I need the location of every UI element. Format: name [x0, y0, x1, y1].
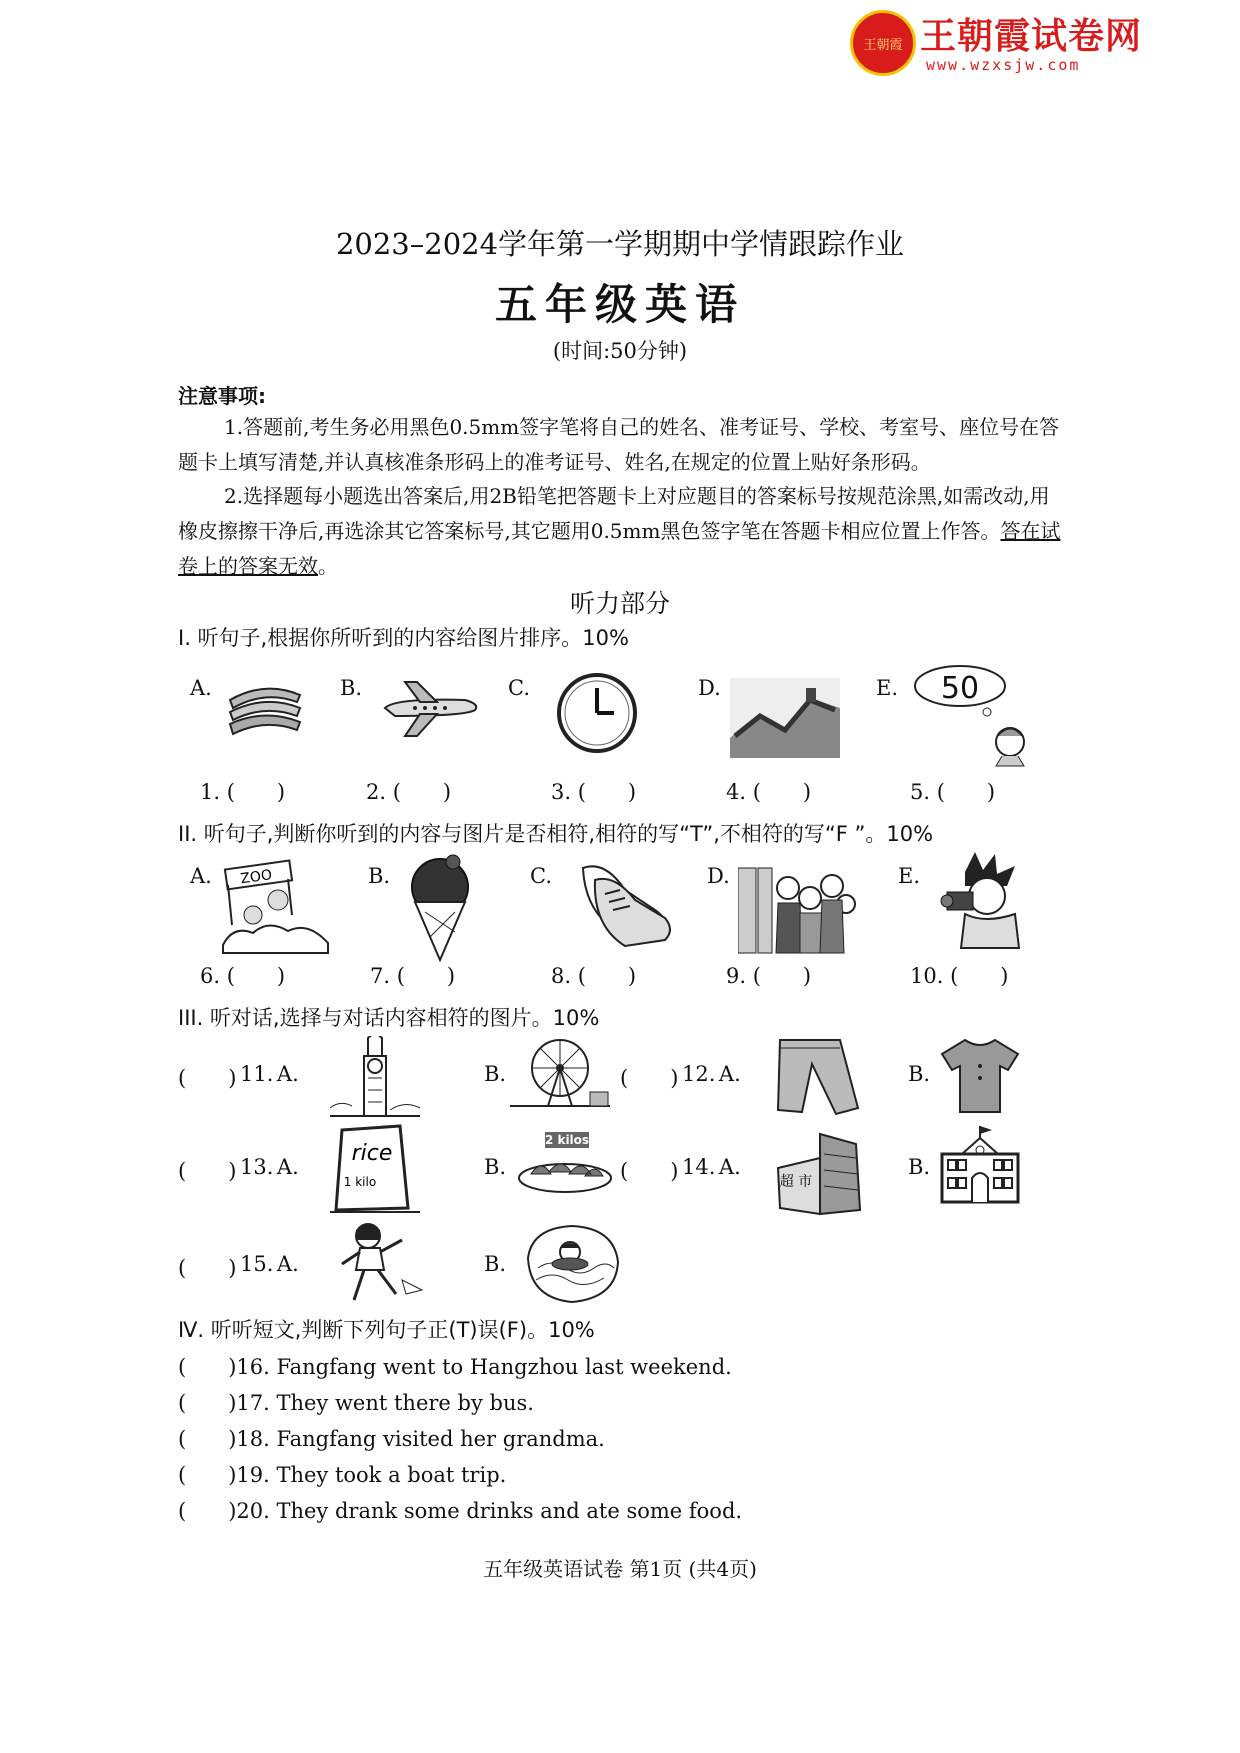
sneakers-icon	[575, 860, 675, 950]
exam-time: (时间:50分钟)	[552, 339, 688, 363]
logo-url: www.wzxsjw.com	[926, 56, 1081, 74]
logo-badge-icon: 王朝霞	[850, 10, 916, 76]
big-ben-icon	[330, 1036, 420, 1118]
ice-cream-icon	[405, 852, 475, 962]
exam-title: 2023–2024学年第一学期期中学情跟踪作业	[335, 227, 905, 261]
part2-label-e: E.	[898, 864, 921, 888]
dumplings-tag-text: 2 kilos	[544, 1133, 590, 1147]
answer-blank-3[interactable]: 3. ( )	[551, 780, 637, 804]
bananas-icon	[225, 680, 305, 740]
q12-bracket[interactable]: ( )	[620, 1066, 679, 1090]
q14-option-b-label: B.	[908, 1155, 931, 1179]
statement-18[interactable]: ( )18. Fangfang visited her grandma.	[178, 1427, 605, 1451]
part1-label-e: E.	[876, 676, 899, 700]
answer-blank-10[interactable]: 10. ( )	[910, 964, 1009, 988]
statement-19[interactable]: ( )19. They took a boat trip.	[178, 1463, 507, 1487]
answer-blank-4[interactable]: 4. ( )	[726, 780, 812, 804]
part2-label-a: A.	[190, 864, 212, 888]
zoo-sign-text: ZOO	[239, 867, 274, 888]
site-logo	[850, 10, 1180, 80]
boy-thinking-50-icon	[912, 662, 1032, 767]
people-group-icon	[738, 858, 858, 958]
q11-option-b-label: B.	[484, 1062, 507, 1086]
q11-bracket[interactable]: ( )	[178, 1066, 237, 1090]
part1-label-d: D.	[698, 676, 721, 700]
logo-text: 王朝霞试卷网	[920, 16, 1143, 57]
answer-blank-9[interactable]: 9. ( )	[726, 964, 812, 988]
part3-heading: III. 听对话,选择与对话内容相符的图片。10%	[178, 1006, 600, 1030]
part2-heading: II. 听句子,判断你听到的内容与图片是否相符,相符的写“T”,不相符的写“F ”。10%	[178, 822, 934, 846]
rice-bag-text: rice	[351, 1141, 393, 1166]
rice-bag-icon	[330, 1124, 420, 1214]
part1-label-c: C.	[508, 676, 530, 700]
q13-number: 13. A.	[240, 1155, 299, 1179]
ferris-wheel-icon	[510, 1036, 610, 1108]
exam-subject: 五年级英语	[494, 280, 745, 329]
q14-bracket[interactable]: ( )	[620, 1159, 679, 1183]
q15-bracket[interactable]: ( )	[178, 1256, 237, 1280]
q13-bracket[interactable]: ( )	[178, 1159, 237, 1183]
part4-heading: Ⅳ. 听听短文,判断下列句子正(T)误(F)。10%	[178, 1318, 595, 1342]
clock-icon	[556, 672, 638, 754]
statement-20[interactable]: ( )20. They drank some drinks and ate some food.	[178, 1499, 743, 1523]
girl-swimming-icon	[522, 1218, 622, 1306]
answer-blank-8[interactable]: 8. ( )	[551, 964, 637, 988]
supermarket-icon	[770, 1128, 870, 1216]
trousers-icon	[770, 1036, 860, 1116]
school-icon	[940, 1124, 1020, 1206]
section-title: 听力部分	[569, 589, 670, 618]
answer-blank-2[interactable]: 2. ( )	[366, 780, 452, 804]
page-footer: 五年级英语试卷 第1页 (共4页)	[483, 1557, 757, 1581]
q12-option-b-label: B.	[908, 1062, 931, 1086]
q14-number: 14. A.	[682, 1155, 741, 1179]
t-shirt-icon	[940, 1036, 1020, 1116]
girl-skating-icon	[332, 1220, 424, 1308]
part1-label-b: B.	[340, 676, 363, 700]
answer-blank-7[interactable]: 7. ( )	[370, 964, 456, 988]
statement-17[interactable]: ( )17. They went there by bus.	[178, 1391, 534, 1415]
answer-blank-1[interactable]: 1. ( )	[200, 780, 286, 804]
answer-blank-6[interactable]: 6. ( )	[200, 964, 286, 988]
part1-label-a: A.	[190, 676, 212, 700]
part2-label-c: C.	[530, 864, 552, 888]
rice-bag-weight: 1 kilo	[343, 1175, 377, 1189]
supermarket-sign: 超 市	[779, 1174, 813, 1190]
notice-item-2: 2.选择题每小题选出答案后,用2B铅笔把答题卡上对应题目的答案标号按规范涂黑,如需改动,用橡皮擦擦干净后,再选涂其它答案标号,其它题用0.5mm黑色签字笔在答题卡相应位置上作答。答在试卷上的答案无效。	[178, 484, 1061, 578]
part1-heading: I. 听句子,根据你所听到的内容给图片排序。10%	[178, 626, 629, 650]
notice-underlined: 答在试卷上的答案无效	[178, 519, 1061, 578]
thought-bubble-text: 50	[940, 671, 980, 706]
q11-number: 11. A.	[240, 1062, 299, 1086]
dumplings-icon	[515, 1130, 615, 1196]
part2-label-b: B.	[368, 864, 391, 888]
notice-item-1: 1.答题前,考生务必用黑色0.5mm签字笔将自己的姓名、准考证号、学校、考室号、座位号在答题卡上填写清楚,并认真核准条形码上的准考证号、姓名,在规定的位置上贴好条形码。	[178, 415, 1060, 474]
airplane-icon	[375, 680, 485, 740]
boy-camera-icon	[935, 852, 1025, 952]
great-wall-icon	[730, 678, 840, 758]
q15-option-b-label: B.	[484, 1252, 507, 1276]
statement-16[interactable]: ( )16. Fangfang went to Hangzhou last weekend.	[178, 1355, 732, 1379]
zoo-icon	[218, 855, 333, 955]
answer-blank-5[interactable]: 5. ( )	[910, 780, 996, 804]
q12-number: 12. A.	[682, 1062, 741, 1086]
notice-heading: 注意事项:	[178, 384, 266, 408]
q13-option-b-label: B.	[484, 1155, 507, 1179]
part2-label-d: D.	[707, 864, 730, 888]
q15-number: 15. A.	[240, 1252, 299, 1276]
